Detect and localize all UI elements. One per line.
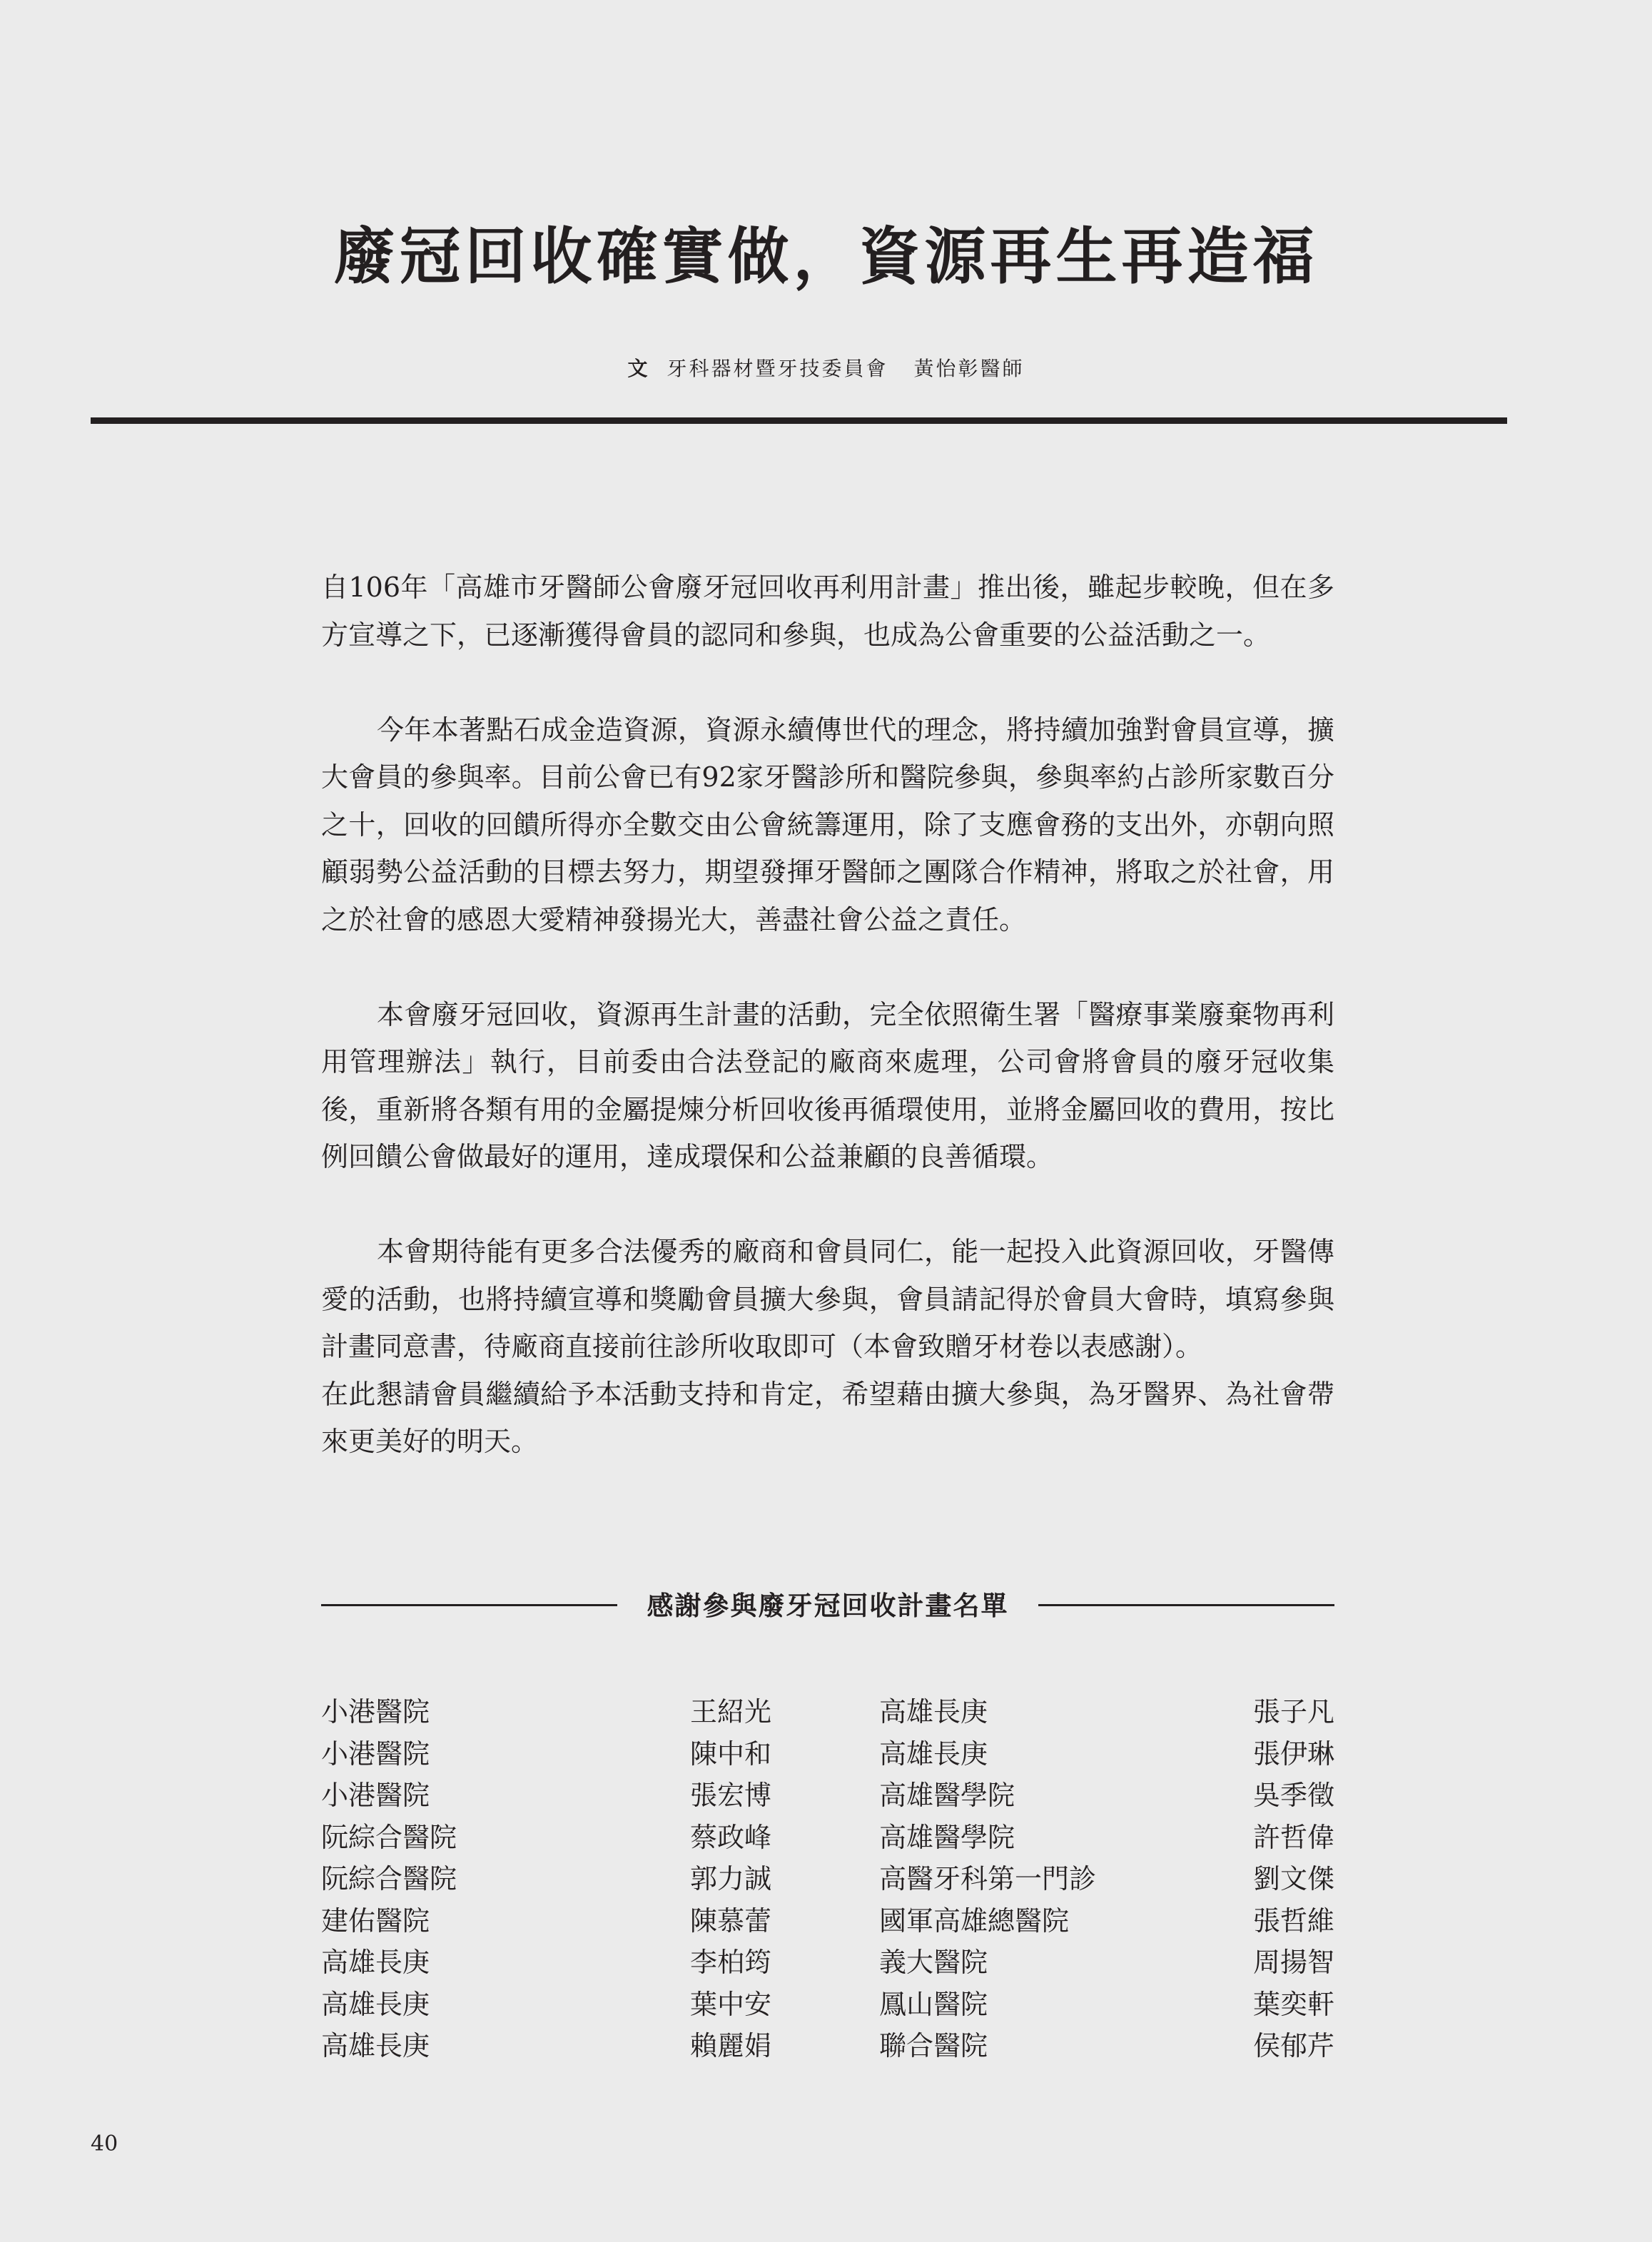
byline [0,353,1652,385]
list-item [321,2025,1334,2067]
thanks-list [321,1691,1334,2067]
hospital-name: 小港醫院 [321,1780,430,1811]
hospital-name: 高雄長庚 [321,1947,430,1978]
list-item [321,1942,1334,1984]
hospital-name: 阮綜合醫院 [321,1821,457,1853]
thanks-list-heading [321,1584,1334,1627]
article-title: 廢冠回收確實做，資源再生再造福 [333,220,1319,293]
doctor-name: 周揚智 [1252,1947,1334,1978]
heading-rule-right [1038,1604,1334,1606]
hospital-name: 建佑醫院 [321,1904,430,1937]
byline-unit: 牙科器材暨牙技委員會 [667,357,888,380]
page-number: 40 [91,2131,118,2156]
hospital-name: 高雄長庚 [879,1738,988,1770]
doctor-name: 陳慕蕾 [690,1904,772,1937]
thanks-list-title: 感謝參與廢牙冠回收計畫名單 [647,1590,1009,1621]
paragraph-process: 本會廢牙冠回收，資源再生計畫的活動，完全依照衛生署「醫療事業廢棄物再利用管理辦法」執行，目前委由合法登記的廠商來處理，公司會將會員的廢牙冠收集後，重新將各類有用的金屬提煉分析回收後再循環使用，並將金屬回收的費用，按比例回饋公會做最好的運用，達成環保和公益兼顧的良善循環。 [321,998,1334,1172]
byline-label: 文 [627,357,650,380]
hospital-name: 高醫牙科第一門診 [879,1863,1097,1894]
doctor-name: 蔡政峰 [690,1821,772,1853]
hospital-name: 高雄長庚 [321,1988,430,2020]
doctor-name: 李柏筠 [690,1947,772,1978]
doctor-name: 郭力誠 [690,1863,772,1894]
hospital-name: 小港醫院 [321,1696,430,1728]
doctor-name: 劉文傑 [1252,1863,1334,1894]
article-body [321,564,1334,1466]
hospital-name: 小港醫院 [321,1738,430,1770]
doctor-name: 賴麗娟 [690,2030,772,2061]
doctor-name: 葉奕軒 [1252,1988,1334,2020]
hospital-name: 義大醫院 [879,1947,988,1978]
title-divider [91,417,1507,424]
hospital-name: 國軍高雄總醫院 [879,1904,1070,1937]
doctor-name: 王紹光 [690,1696,772,1728]
hospital-name: 高雄長庚 [879,1696,988,1728]
hospital-name: 高雄醫學院 [879,1821,1015,1853]
hospital-name: 高雄長庚 [321,2030,430,2061]
doctor-name: 張宏博 [690,1780,772,1811]
doctor-name: 許哲偉 [1252,1821,1334,1853]
doctor-name: 吳季徵 [1252,1780,1334,1811]
hospital-name: 聯合醫院 [879,2030,988,2061]
paragraph-intro: 自106年「高雄市牙醫師公會廢牙冠回收再利用計畫」推出後，雖起步較晚，但在多方宣導之下，已逐漸獲得會員的認同和參與，也成為公會重要的公益活動之一。 [321,572,1334,651]
doctor-name: 葉中安 [690,1988,772,2020]
list-item [321,1858,1334,1900]
doctor-name: 張伊琳 [1252,1738,1334,1770]
doctor-name: 陳中和 [690,1738,772,1770]
doctor-name: 張哲維 [1252,1904,1334,1937]
hospital-name: 阮綜合醫院 [321,1863,457,1894]
doctor-name: 張子凡 [1252,1696,1334,1728]
paragraph-invitation: 本會期待能有更多合法優秀的廠商和會員同仁，能一起投入此資源回收，牙醫傳愛的活動，也將持續宣導和獎勵會員擴大參與，會員請記得於會員大會時，填寫參與計畫同意書，待廠商直接前往診所收取即可（本會致贈牙材卷以表感謝）。 [321,1236,1334,1362]
hospital-name: 鳳山醫院 [879,1988,988,2020]
list-item [321,1733,1334,1775]
list-item [321,1817,1334,1859]
paragraph-participation: 今年本著點石成金造資源，資源永續傳世代的理念，將持續加強對會員宣導，擴大會員的參與率。目前公會已有92家牙醫診所和醫院參與，參與率約占診所家數百分之十，回收的回饋所得亦全數交由公會統籌運用，除了支應會務的支出外，亦朝向照顧弱勢公益活動的目標去努力，期望發揮牙醫師之團隊合作精神，將取之於社會，用之於社會的感恩大愛精神發揚光大，善盡社會公益之責任。 [321,714,1334,935]
heading-rule-left [321,1604,617,1606]
doctor-name: 侯郁芹 [1252,2030,1334,2061]
hospital-name: 高雄醫學院 [879,1780,1015,1811]
byline-author: 黃怡彰醫師 [913,357,1025,380]
list-item [321,1691,1334,1733]
list-item [321,1984,1334,2026]
paragraph-closing: 在此懇請會員繼續給予本活動支持和肯定，希望藉由擴大參與，為牙醫界、為社會帶來更美好的明天。 [321,1378,1334,1457]
list-item [321,1775,1334,1817]
list-item [321,1900,1334,1942]
